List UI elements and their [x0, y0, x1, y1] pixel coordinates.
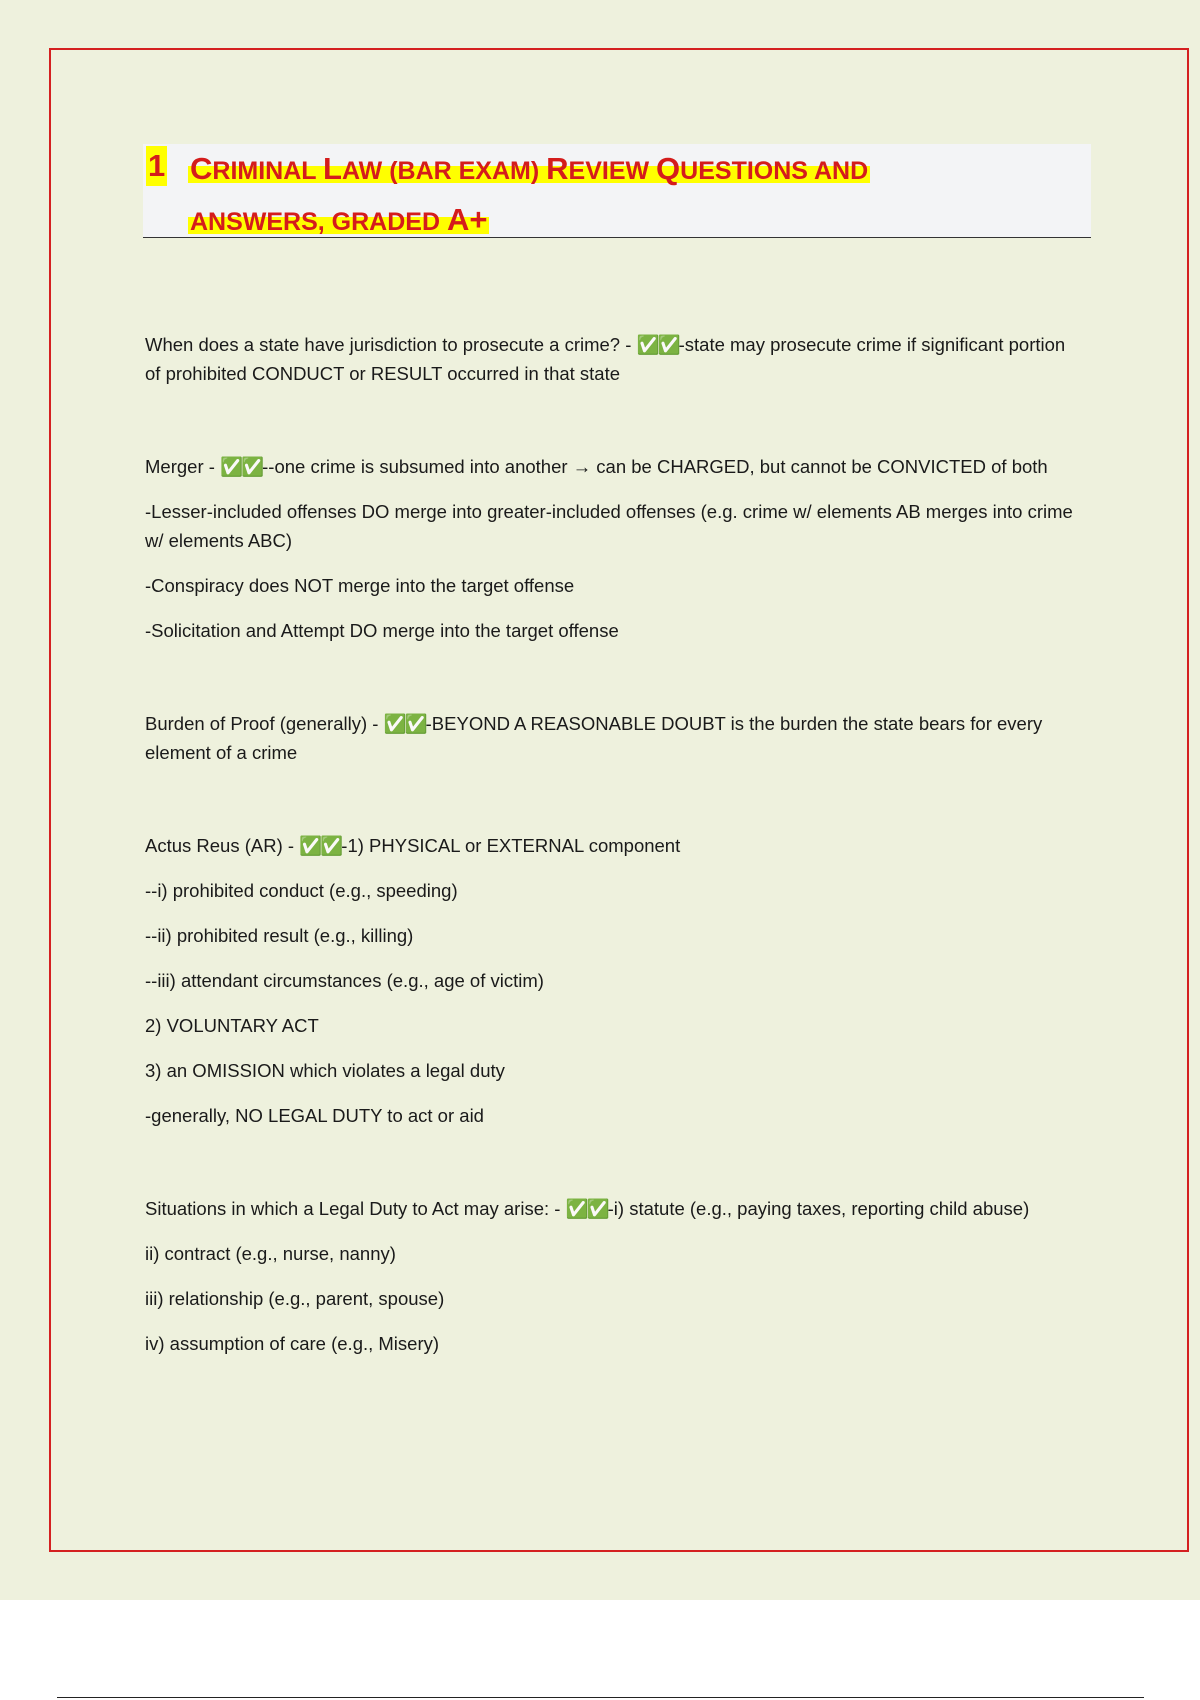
qa-text: --i) prohibited conduct (e.g., speeding)	[145, 880, 458, 901]
checkmark-icon: ✅✅	[299, 835, 342, 856]
qa-entry	[145, 452, 1085, 645]
qa-paragraph	[145, 1239, 1085, 1268]
qa-paragraph	[145, 831, 1085, 860]
qa-paragraph	[145, 1056, 1085, 1085]
qa-paragraph	[145, 709, 1085, 767]
qa-text: Merger -	[145, 456, 221, 477]
qa-paragraph	[145, 1329, 1085, 1358]
heading-text-part: EVIEW	[568, 157, 657, 185]
qa-paragraph	[145, 966, 1085, 995]
checkmark-icon: ✅✅	[636, 334, 679, 355]
heading-line-1	[188, 146, 1088, 197]
qa-text: -generally, NO LEGAL DUTY to act or aid	[145, 1105, 484, 1126]
checkmark-icon: ✅✅	[383, 713, 426, 734]
qa-text: -Lesser-included offenses DO merge into greater-included offenses (e.g. crime w/ elements AB merges into crime w/ elements ABC)	[145, 501, 1073, 551]
qa-text: --iii) attendant circumstances (e.g., age of victim)	[145, 970, 544, 991]
qa-text: 2) VOLUNTARY ACT	[145, 1015, 319, 1036]
qa-text: -state may prosecute crime if significant portion of prohibited CONDUCT or RESULT occurred in that state	[145, 334, 1066, 384]
qa-text: Situations in which a Legal Duty to Act may arise: -	[145, 1198, 566, 1219]
qa-text: -BEYOND A REASONABLE DOUBT is the burden the state bears for every element of a crime	[145, 713, 1043, 763]
qa-text: iv) assumption of care (e.g., Misery)	[145, 1333, 440, 1354]
qa-paragraph	[145, 616, 1085, 645]
qa-text: --one crime is subsumed into another → can be CHARGED, but cannot be CONVICTED of both	[262, 456, 1048, 477]
qa-paragraph	[145, 1101, 1085, 1130]
qa-entry	[145, 831, 1085, 1130]
qa-text: 3) an OMISSION which violates a legal duty	[145, 1060, 505, 1081]
qa-paragraph	[145, 1194, 1085, 1223]
checkmark-icon: ✅✅	[220, 456, 263, 477]
heading-number: 1	[146, 146, 167, 186]
qa-paragraph	[145, 497, 1085, 555]
document-body	[145, 330, 1085, 1422]
heading-text-part: L	[323, 151, 342, 186]
qa-entry	[145, 330, 1085, 388]
qa-text: -i) statute (e.g., paying taxes, reporting child abuse)	[607, 1198, 1030, 1219]
heading-title	[188, 146, 1088, 248]
qa-paragraph	[145, 876, 1085, 905]
qa-paragraph	[145, 1284, 1085, 1313]
heading-text-part: Q	[656, 151, 681, 186]
footer-divider	[57, 1697, 1144, 1698]
qa-paragraph	[145, 330, 1085, 388]
checkmark-icon: ✅✅	[565, 1198, 608, 1219]
qa-entry	[145, 709, 1085, 767]
qa-text: -Solicitation and Attempt DO merge into the target offense	[145, 620, 619, 641]
qa-text: Burden of Proof (generally) -	[145, 713, 384, 734]
document-heading	[143, 144, 1091, 238]
heading-text-part: R	[546, 151, 569, 186]
heading-text-part: A+	[446, 202, 488, 237]
heading-text-part: RIMINAL	[212, 157, 324, 185]
qa-paragraph	[145, 921, 1085, 950]
qa-paragraph	[145, 571, 1085, 600]
heading-text-part: ANSWERS, GRADED	[190, 208, 447, 236]
heading-text-part: C	[190, 151, 213, 186]
heading-text-part: UESTIONS AND	[680, 157, 869, 185]
qa-text: --ii) prohibited result (e.g., killing)	[145, 925, 414, 946]
qa-text: ii) contract (e.g., nurse, nanny)	[145, 1243, 396, 1264]
qa-paragraph	[145, 1011, 1085, 1040]
qa-paragraph	[145, 452, 1085, 481]
heading-line-2	[188, 197, 1088, 248]
qa-text: iii) relationship (e.g., parent, spouse)	[145, 1288, 445, 1309]
qa-entry	[145, 1194, 1085, 1358]
qa-text: Actus Reus (AR) -	[145, 835, 300, 856]
qa-text: -1) PHYSICAL or EXTERNAL component	[341, 835, 681, 856]
heading-text-part: AW (BAR EXAM)	[341, 157, 547, 185]
qa-text: -Conspiracy does NOT merge into the target offense	[145, 575, 575, 596]
qa-text: When does a state have jurisdiction to prosecute a crime? -	[145, 334, 637, 355]
